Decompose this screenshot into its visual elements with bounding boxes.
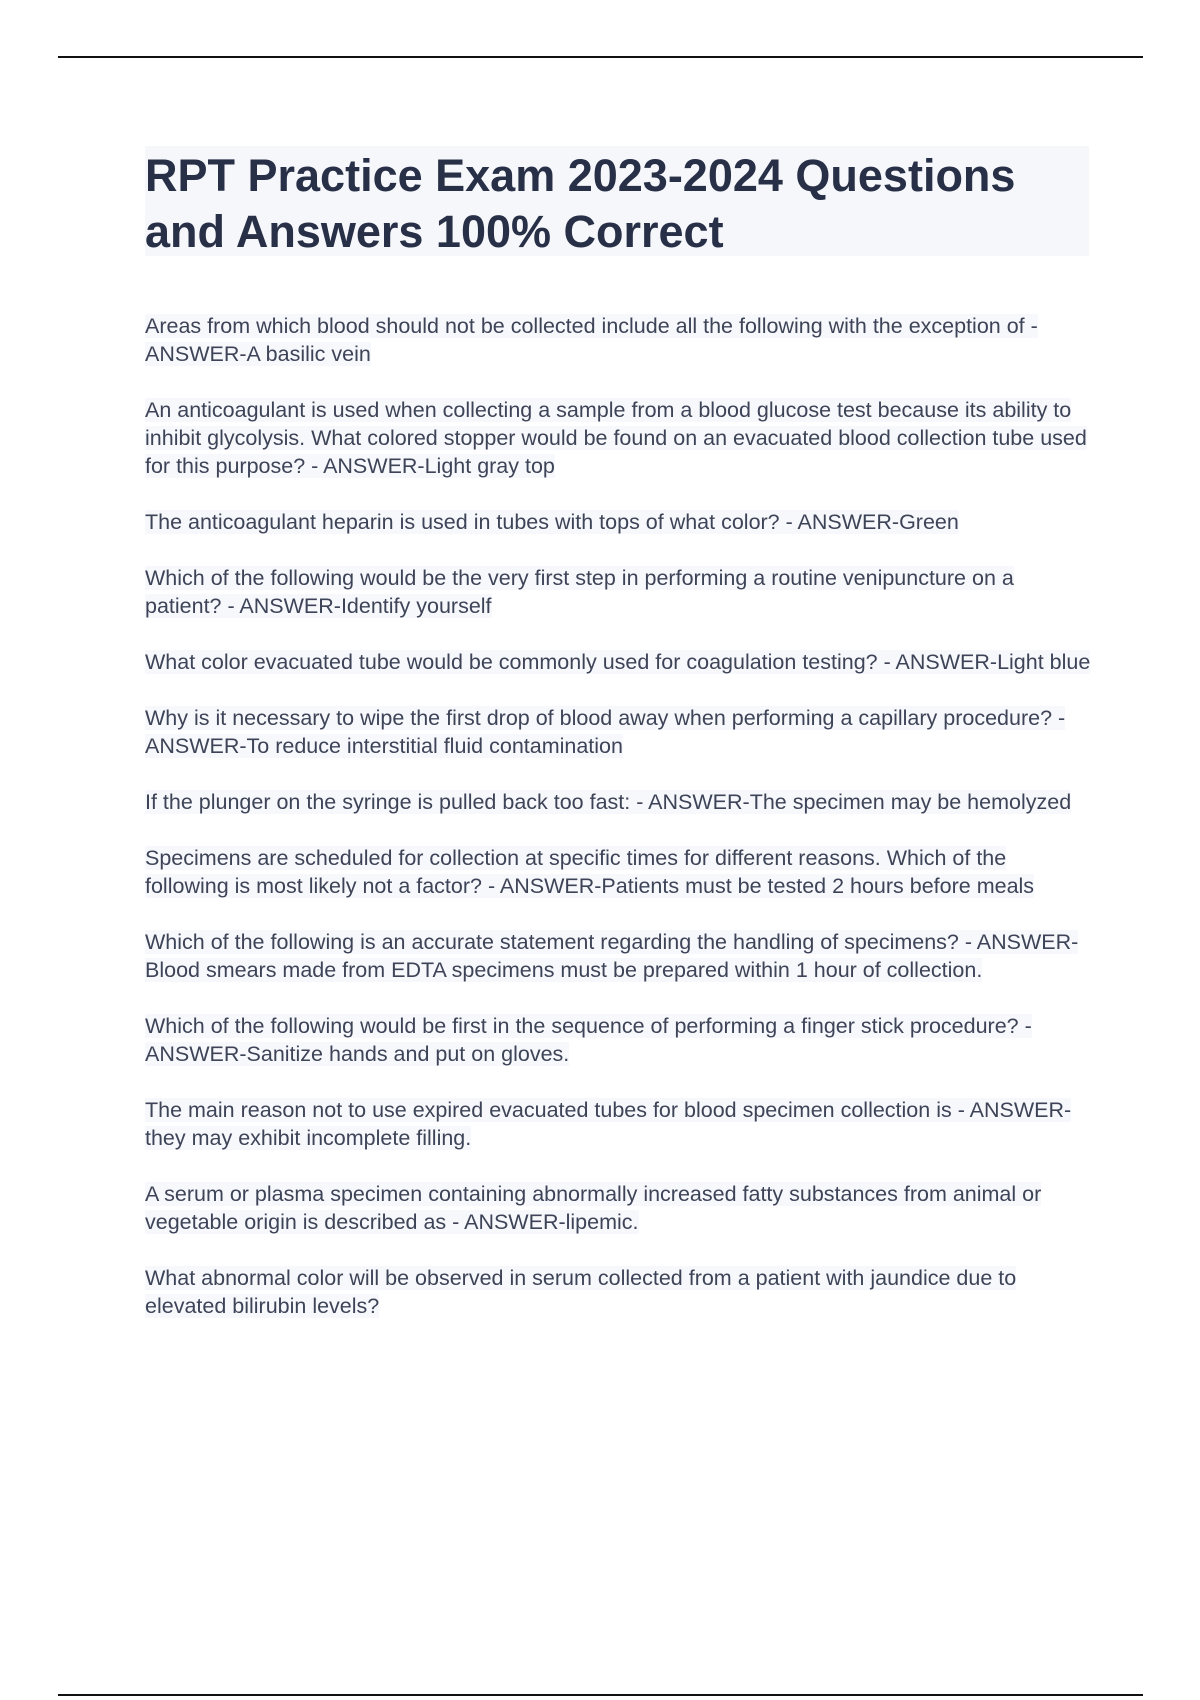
top-rule [58,56,1143,58]
qa-text: What abnormal color will be observed in serum collected from a patient with jaundice due to elevated bilirubin levels? [145,1266,1017,1318]
qa-item [145,788,1095,816]
qa-item [145,312,1095,368]
qa-text: Which of the following would be first in the sequence of performing a finger stick procedure? - ANSWER-Sanitize hands and put on gloves. [145,1014,1032,1066]
qa-item [145,1180,1095,1236]
qa-text: Why is it necessary to wipe the first drop of blood away when performing a capillary procedure? - ANSWER-To reduce interstitial fluid contamination [145,706,1066,758]
qa-item [145,648,1095,676]
qa-item [145,928,1095,984]
qa-text: The main reason not to use expired evacuated tubes for blood specimen collection is - ANSWER-they may exhibit incomplete filling. [145,1098,1072,1150]
page-title: RPT Practice Exam 2023-2024 Questions and Answers 100% Correct [145,150,1016,257]
qa-item [145,704,1095,760]
qa-text: Which of the following would be the very first step in performing a routine venipuncture on a patient? - ANSWER-Identify yourself [145,566,1014,618]
qa-item [145,844,1095,900]
qa-item [145,564,1095,620]
qa-item [145,1012,1095,1068]
qa-item [145,508,1095,536]
qa-text: The anticoagulant heparin is used in tubes with tops of what color? - ANSWER-Green [145,510,959,534]
qa-list [145,312,1095,1348]
qa-text: Specimens are scheduled for collection at specific times for different reasons. Which of the following is most likely not a factor? - ANSWER-Patients must be tested 2 hours before meals [145,846,1035,898]
qa-text: What color evacuated tube would be commonly used for coagulation testing? - ANSWER-Light blue [145,650,1091,674]
qa-text: Areas from which blood should not be collected include all the following with the exception of - ANSWER-A basilic vein [145,314,1038,366]
title-block [145,146,1089,256]
bottom-rule [58,1694,1143,1696]
qa-text: A serum or plasma specimen containing abnormally increased fatty substances from animal or vegetable origin is described as - ANSWER-lipemic. [145,1182,1042,1234]
qa-item [145,1096,1095,1152]
qa-item [145,1264,1095,1320]
qa-text: Which of the following is an accurate statement regarding the handling of specimens? - ANSWER-Blood smears made from EDTA specimens must be prepared within 1 hour of collection. [145,930,1079,982]
qa-item [145,396,1095,480]
qa-text: If the plunger on the syringe is pulled back too fast: - ANSWER-The specimen may be hemolyzed [145,790,1072,814]
qa-text: An anticoagulant is used when collecting a sample from a blood glucose test because its ability to inhibit glycolysis. What colored stopper would be found on an evacuated blood collection tube used for this purpose? - ANSWER-Light gray top [145,398,1087,478]
